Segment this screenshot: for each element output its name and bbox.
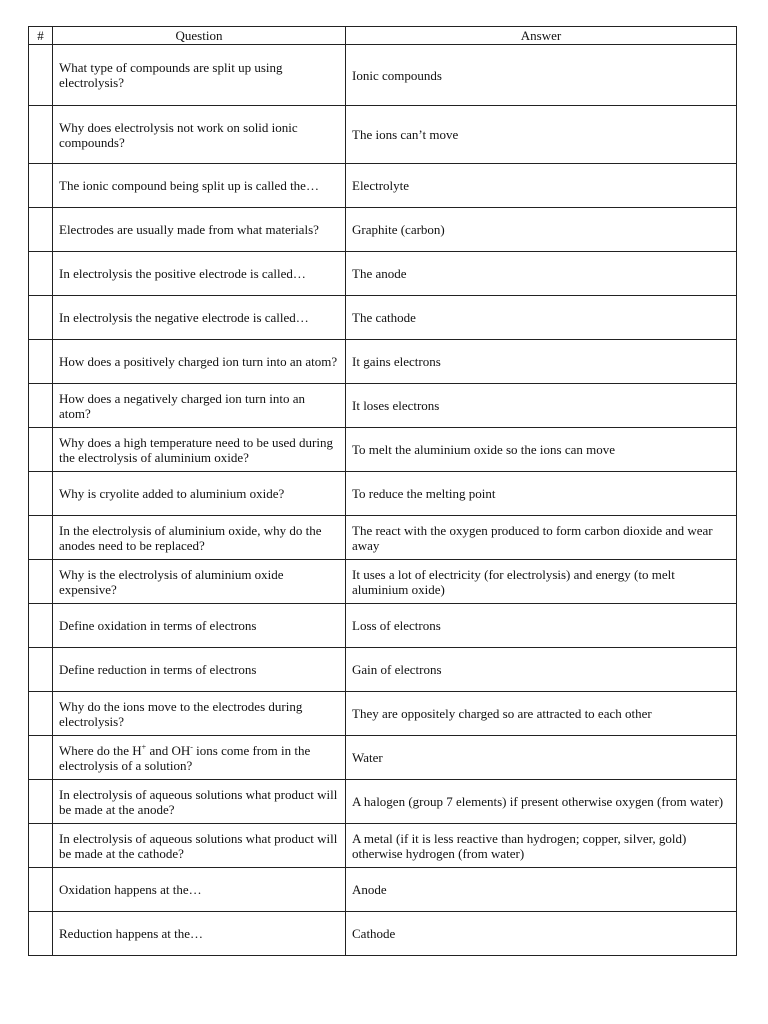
question-text: and OH	[146, 742, 191, 758]
row-number	[29, 736, 53, 780]
row-number	[29, 824, 53, 868]
answer-cell: The react with the oxygen produced to form carbon dioxide and wear away	[346, 516, 737, 560]
answer-cell: Loss of electrons	[346, 604, 737, 648]
row-number	[29, 45, 53, 106]
header-number: #	[29, 27, 53, 45]
table-row	[29, 604, 737, 648]
table-row	[29, 296, 737, 340]
answer-cell: Water	[346, 736, 737, 780]
answer-cell: To reduce the melting point	[346, 472, 737, 516]
qa-table	[28, 26, 737, 956]
table-row	[29, 472, 737, 516]
superscript-minus: -	[190, 742, 193, 752]
table-row	[29, 648, 737, 692]
answer-cell: They are oppositely charged so are attracted to each other	[346, 692, 737, 736]
table-row	[29, 868, 737, 912]
question-cell: Define oxidation in terms of electrons	[53, 604, 346, 648]
table-row	[29, 340, 737, 384]
answer-cell: It uses a lot of electricity (for electrolysis) and energy (to melt aluminium oxide)	[346, 560, 737, 604]
row-number	[29, 604, 53, 648]
row-number	[29, 164, 53, 208]
row-number	[29, 780, 53, 824]
table-row	[29, 824, 737, 868]
answer-cell: To melt the aluminium oxide so the ions can move	[346, 428, 737, 472]
row-number	[29, 868, 53, 912]
question-cell: How does a positively charged ion turn into an atom?	[53, 340, 346, 384]
question-cell: How does a negatively charged ion turn into an atom?	[53, 384, 346, 428]
answer-cell: A halogen (group 7 elements) if present otherwise oxygen (from water)	[346, 780, 737, 824]
question-cell: Reduction happens at the…	[53, 912, 346, 956]
table-row	[29, 164, 737, 208]
row-number	[29, 106, 53, 164]
question-cell: Electrodes are usually made from what materials?	[53, 208, 346, 252]
question-cell: The ionic compound being split up is called the…	[53, 164, 346, 208]
row-number	[29, 648, 53, 692]
answer-cell: The anode	[346, 252, 737, 296]
header-row	[29, 27, 737, 45]
row-number	[29, 692, 53, 736]
table-row	[29, 692, 737, 736]
worksheet-page	[28, 26, 736, 956]
question-cell: In electrolysis the positive electrode is called…	[53, 252, 346, 296]
question-cell: Why is cryolite added to aluminium oxide?	[53, 472, 346, 516]
question-text: Where do the H	[59, 742, 142, 758]
row-number	[29, 912, 53, 956]
answer-cell: Gain of electrons	[346, 648, 737, 692]
table-row	[29, 428, 737, 472]
answer-cell: It gains electrons	[346, 340, 737, 384]
question-cell: In electrolysis of aqueous solutions what product will be made at the anode?	[53, 780, 346, 824]
table-row	[29, 106, 737, 164]
row-number	[29, 340, 53, 384]
table-row	[29, 252, 737, 296]
table-row	[29, 45, 737, 106]
row-number	[29, 516, 53, 560]
header-answer: Answer	[346, 27, 737, 45]
table-row	[29, 384, 737, 428]
answer-cell: The cathode	[346, 296, 737, 340]
question-cell: In electrolysis of aqueous solutions what product will be made at the cathode?	[53, 824, 346, 868]
table-row	[29, 780, 737, 824]
answer-cell: Anode	[346, 868, 737, 912]
answer-cell: It loses electrons	[346, 384, 737, 428]
question-cell: Why does electrolysis not work on solid ionic compounds?	[53, 106, 346, 164]
answer-cell: A metal (if it is less reactive than hydrogen; copper, silver, gold) otherwise hydrogen (from water)	[346, 824, 737, 868]
table-row	[29, 208, 737, 252]
question-text: ions come from in the electrolysis of a solution?	[59, 742, 311, 773]
row-number	[29, 428, 53, 472]
question-cell: Why do the ions move to the electrodes during electrolysis?	[53, 692, 346, 736]
question-cell: In the electrolysis of aluminium oxide, why do the anodes need to be replaced?	[53, 516, 346, 560]
table-row	[29, 736, 737, 780]
row-number	[29, 560, 53, 604]
row-number	[29, 384, 53, 428]
question-cell	[53, 736, 346, 780]
superscript-plus: +	[141, 742, 147, 752]
question-cell: Why does a high temperature need to be used during the electrolysis of aluminium oxide?	[53, 428, 346, 472]
answer-cell: Ionic compounds	[346, 45, 737, 106]
question-cell: In electrolysis the negative electrode is called…	[53, 296, 346, 340]
table-row	[29, 516, 737, 560]
row-number	[29, 472, 53, 516]
table-row	[29, 912, 737, 956]
answer-cell: The ions can’t move	[346, 106, 737, 164]
question-cell: Oxidation happens at the…	[53, 868, 346, 912]
row-number	[29, 252, 53, 296]
header-question: Question	[53, 27, 346, 45]
question-cell: Define reduction in terms of electrons	[53, 648, 346, 692]
question-cell: Why is the electrolysis of aluminium oxide expensive?	[53, 560, 346, 604]
answer-cell: Cathode	[346, 912, 737, 956]
answer-cell: Graphite (carbon)	[346, 208, 737, 252]
row-number	[29, 208, 53, 252]
row-number	[29, 296, 53, 340]
table-row	[29, 560, 737, 604]
answer-cell: Electrolyte	[346, 164, 737, 208]
question-cell: What type of compounds are split up using electrolysis?	[53, 45, 346, 106]
